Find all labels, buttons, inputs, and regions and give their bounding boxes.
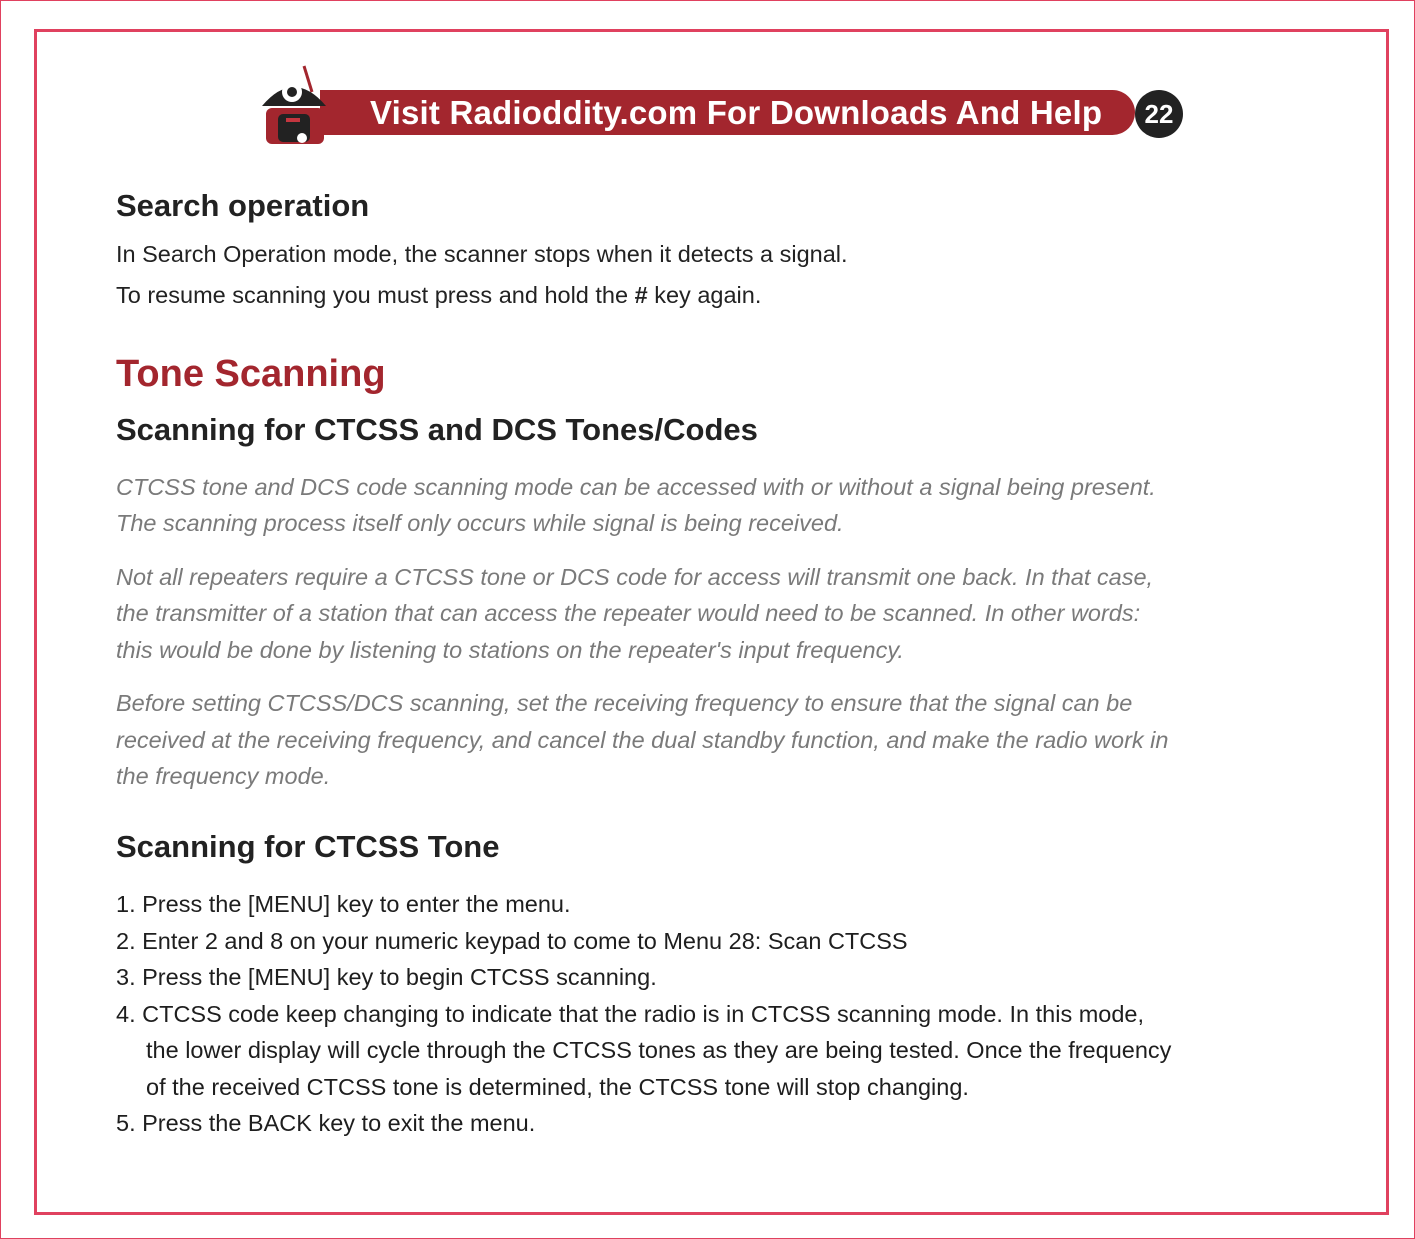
search-operation-heading: Search operation	[116, 188, 370, 223]
radioddity-mascot-logo	[258, 60, 330, 150]
step-3: 3. Press the [MENU] key to begin CTCSS scanning.	[116, 964, 657, 990]
step-4: 4. CTCSS code keep changing to indicate that the radio is in CTCSS scanning mode. In this mode,	[116, 1000, 1145, 1027]
step-4-continued-2: of the received CTCSS tone is determined, the CTCSS tone will stop changing.	[146, 1073, 969, 1100]
step-5: 5. Press the BACK key to exit the menu.	[116, 1110, 536, 1136]
ctcss-steps-list	[116, 886, 1171, 1142]
tone-para-3-line-2: received at the receiving frequency, and cancel the dual standby function, and make the radio work in	[116, 727, 1169, 753]
step-1: 1. Press the [MENU] key to enter the menu.	[116, 891, 571, 917]
tone-scanning-heading: Tone Scanning	[116, 353, 386, 395]
tone-para-2-line-1: Not all repeaters require a CTCSS tone or DCS code for access will transmit one back. In that case,	[116, 564, 1154, 590]
ctcss-tone-heading: Scanning for CTCSS Tone	[116, 829, 500, 864]
tone-para-1-line-2: The scanning process itself only occurs while signal is being received.	[116, 510, 844, 536]
search-line-1: In Search Operation mode, the scanner stops when it detects a signal.	[116, 241, 848, 267]
banner-text: Visit Radioddity.com For Downloads And Help	[370, 94, 1103, 131]
step-2: 2. Enter 2 and 8 on your numeric keypad to come to Menu 28: Scan CTCSS	[116, 927, 908, 954]
tone-para-3-line-3: the frequency mode.	[116, 763, 331, 789]
search-line-2	[116, 277, 761, 314]
tone-para-2-line-2: the transmitter of a station that can access the repeater would need to be scanned. In other words:	[116, 600, 1141, 626]
tone-para-1-line-1: CTCSS tone and DCS code scanning mode can be accessed with or without a signal being present.	[116, 474, 1156, 500]
hash-key-label: #	[634, 282, 648, 308]
step-4-continued: the lower display will cycle through the CTCSS tones as they are being tested. Once the frequency	[146, 1037, 1172, 1063]
tone-para-3-line-1: Before setting CTCSS/DCS scanning, set the receiving frequency to ensure that the signal can be	[116, 690, 1133, 716]
header-banner	[258, 60, 1188, 150]
search-line-2-before: To resume scanning you must press and hold the	[116, 282, 635, 308]
search-line-2-after: key again.	[647, 282, 762, 308]
ctcss-dcs-subheading: Scanning for CTCSS and DCS Tones/Codes	[116, 412, 758, 447]
page-number-badge: 22	[1135, 90, 1183, 138]
tone-para-2-line-3: this would be done by listening to stations on the repeater's input frequency.	[116, 637, 904, 663]
